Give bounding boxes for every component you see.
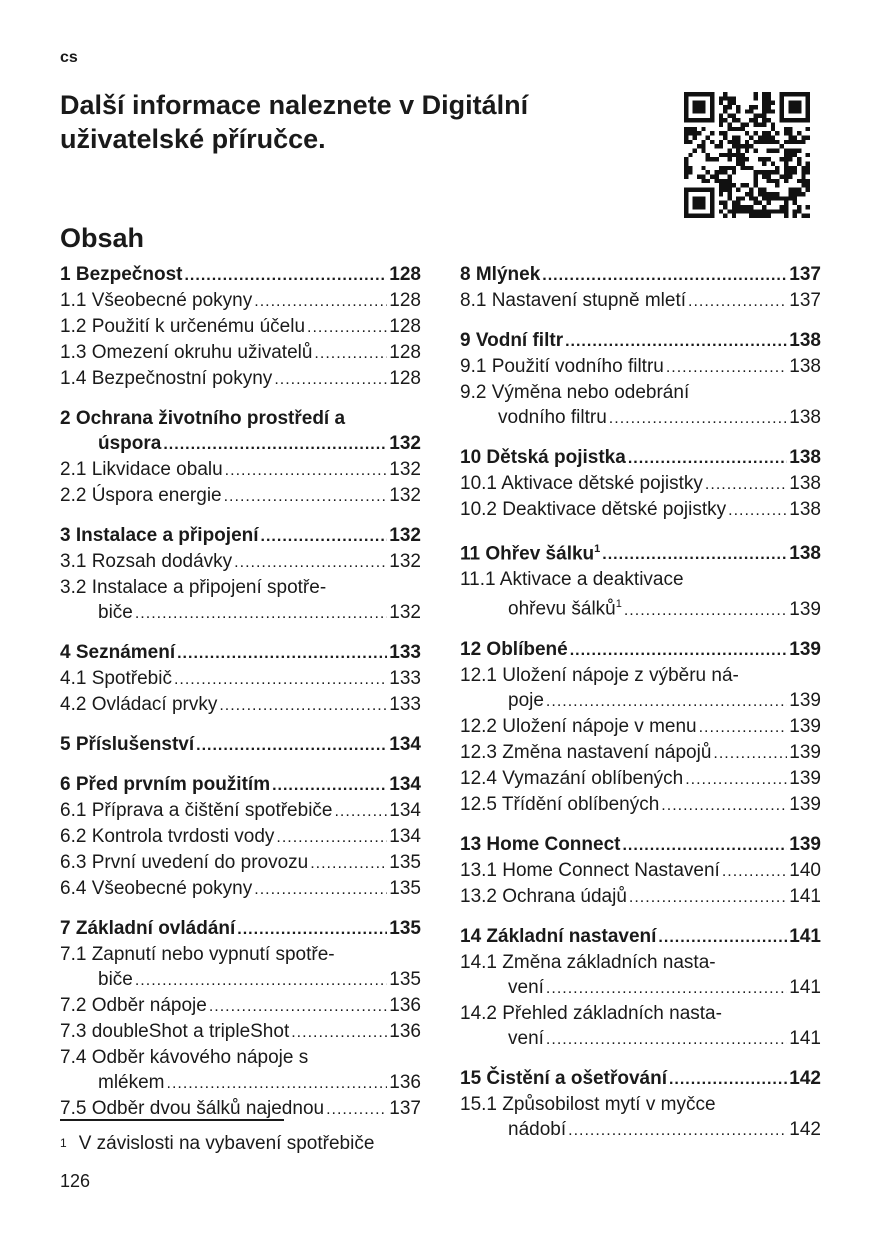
- toc-section-1: [60, 262, 421, 392]
- toc-entry[interactable]: 6.4 Všeobecné pokyny ..... 135: [60, 876, 421, 902]
- toc-section-7: [60, 916, 421, 1122]
- toc-entry[interactable]: 1.4 Bezpečnostní pokyny ..... 128: [60, 366, 421, 392]
- footnote: [60, 1131, 374, 1156]
- toc-entry[interactable]: 7.5 Odběr dvou šálků najednou ..... 137: [60, 1096, 421, 1122]
- toc-chapter-entry[interactable]: 15 Čistění a ošetřování ..... 142: [460, 1066, 821, 1092]
- toc-entry[interactable]: 6.1 Příprava a čištění spotřebiče ..... 134: [60, 798, 421, 824]
- toc-entry[interactable]: 13.2 Ochrana údajů ..... 141: [460, 884, 821, 910]
- language-code: cs: [60, 49, 78, 66]
- toc-entry-line[interactable]: 14.2 Přehled základních nasta-: [460, 1002, 722, 1024]
- toc-entry-line[interactable]: 7.1 Zapnutí nebo vypnutí spotře-: [60, 944, 335, 965]
- toc-entry[interactable]: poje ..... 139: [460, 688, 821, 714]
- toc-chapter-entry[interactable]: 14 Základní nastavení ..... 141: [460, 924, 821, 950]
- toc-entry[interactable]: 13.1 Home Connect Nastavení ..... 140: [460, 858, 821, 884]
- toc-entry[interactable]: 2.2 Úspora energie ..... 132: [60, 483, 421, 509]
- toc-entry[interactable]: 3.1 Rozsah dodávky ..... 132: [60, 549, 421, 575]
- toc-entry-line[interactable]: 3.2 Instalace a připojení spotře-: [60, 577, 327, 598]
- toc-chapter-entry[interactable]: 4 Seznámení ..... 133: [60, 640, 421, 666]
- toc-entry[interactable]: mlékem ..... 136: [60, 1070, 421, 1096]
- toc-entry[interactable]: vodního filtru ..... 138: [460, 405, 821, 431]
- page-number: 126: [60, 1171, 91, 1191]
- toc-section-5: [60, 732, 421, 758]
- toc-section-3: [60, 523, 421, 626]
- toc-section-9: [460, 328, 821, 431]
- toc-right-column: [460, 262, 821, 1157]
- toc-entry-line[interactable]: 14.1 Změna základních nasta-: [460, 951, 716, 973]
- toc-section-13: [460, 832, 821, 910]
- toc-entry[interactable]: nádobí ..... 142: [460, 1117, 821, 1143]
- toc-heading: Obsah: [60, 223, 145, 253]
- qr-code-icon[interactable]: [684, 92, 810, 218]
- toc-entry[interactable]: 2.1 Likvidace obalu ..... 132: [60, 457, 421, 483]
- toc-entry[interactable]: 4.1 Spotřebič ..... 133: [60, 666, 421, 692]
- toc-section-8: [460, 262, 821, 314]
- toc-section-10: [460, 445, 821, 523]
- toc-entry[interactable]: 12.3 Změna nastavení nápojů ..... 139: [460, 740, 821, 766]
- toc-entry[interactable]: 6.2 Kontrola tvrdosti vody ..... 134: [60, 824, 421, 850]
- toc-section-12: [460, 637, 821, 818]
- toc-entry-line[interactable]: 11.1 Aktivace a deaktivace: [460, 569, 684, 591]
- toc-section-4: [60, 640, 421, 718]
- toc-entry[interactable]: 12.2 Uložení nápoje v menu ..... 139: [460, 714, 821, 740]
- toc-entry[interactable]: 7.2 Odběr nápoje ..... 136: [60, 993, 421, 1019]
- footnote-divider: [60, 1119, 284, 1121]
- toc-entry-line[interactable]: 15.1 Způsobilost mytí v myčce: [460, 1093, 716, 1115]
- toc-entry[interactable]: 9.1 Použití vodního filtru ..... 138: [460, 354, 821, 380]
- toc-chapter-entry[interactable]: 6 Před prvním použitím ..... 134: [60, 772, 421, 798]
- footnote-mark: 1: [60, 1136, 67, 1150]
- toc-section-2: [60, 406, 421, 509]
- toc-entry[interactable]: 1.2 Použití k určenému účelu ..... 128: [60, 314, 421, 340]
- toc-entry[interactable]: 12.4 Vymazání oblíbených ..... 139: [460, 766, 821, 792]
- toc-section-6: [60, 772, 421, 902]
- toc-entry[interactable]: 4.2 Ovládací prvky ..... 133: [60, 692, 421, 718]
- toc-entry[interactable]: biče ..... 132: [60, 600, 421, 626]
- toc-chapter-entry[interactable]: úspora ..... 132: [60, 431, 421, 457]
- toc-entry[interactable]: ohřevu šálků$^1$ ..... 139: [460, 592, 821, 622]
- toc-entry[interactable]: biče ..... 135: [60, 967, 421, 993]
- footnote-ref: 1: [594, 543, 601, 555]
- footnote-ref: 1: [615, 598, 622, 611]
- toc-entry[interactable]: 8.1 Nastavení stupně mletí ..... 137: [460, 288, 821, 314]
- toc-entry[interactable]: vení ..... 141: [460, 975, 821, 1001]
- toc-chapter-entry[interactable]: 3 Instalace a připojení ..... 132: [60, 523, 421, 549]
- toc-chapter-entry[interactable]: 10 Dětská pojistka ..... 138: [460, 445, 821, 471]
- toc-entry[interactable]: 10.1 Aktivace dětské pojistky ..... 138: [460, 471, 821, 497]
- toc-entry[interactable]: 1.3 Omezení okruhu uživatelů ..... 128: [60, 340, 421, 366]
- toc-entry[interactable]: 12.5 Třídění oblíbených ..... 139: [460, 792, 821, 818]
- toc-chapter-entry[interactable]: 11 Ohřev šálku$^1$ ..... 138: [460, 537, 821, 567]
- toc-entry[interactable]: 1.1 Všeobecné pokyny ..... 128: [60, 288, 421, 314]
- toc-entry[interactable]: 7.3 doubleShot a tripleShot ..... 136: [60, 1019, 421, 1045]
- page-title: Další informace naleznete v Digitální uživatelské příručce.: [60, 90, 529, 154]
- toc-chapter-entry[interactable]: 13 Home Connect ..... 139: [460, 832, 821, 858]
- toc-entry[interactable]: 10.2 Deaktivace dětské pojistky ..... 138: [460, 497, 821, 523]
- toc-section-15: [460, 1066, 821, 1143]
- toc-chapter-entry-line[interactable]: 2 Ochrana životního prostředí a: [60, 408, 346, 429]
- toc-chapter-entry[interactable]: 9 Vodní filtr ..... 138: [460, 328, 821, 354]
- toc-entry-line[interactable]: 9.2 Výměna nebo odebrání: [460, 382, 690, 403]
- toc-left-column: [60, 262, 421, 1136]
- toc-section-14: [460, 924, 821, 1052]
- toc-chapter-entry[interactable]: 1 Bezpečnost ..... 128: [60, 262, 421, 288]
- toc-entry-line[interactable]: 12.1 Uložení nápoje z výběru ná-: [460, 664, 739, 686]
- toc-section-11: [460, 537, 821, 623]
- toc-chapter-entry[interactable]: 5 Příslušenství ..... 134: [60, 732, 421, 758]
- footnote-text: V závislosti na vybavení spotřebiče: [78, 1133, 375, 1154]
- toc-chapter-entry[interactable]: 12 Oblíbené ..... 139: [460, 637, 821, 663]
- toc-entry[interactable]: 6.3 První uvedení do provozu ..... 135: [60, 850, 421, 876]
- toc-chapter-entry[interactable]: 7 Základní ovládání ..... 135: [60, 916, 421, 942]
- toc-chapter-entry[interactable]: 8 Mlýnek ..... 137: [460, 262, 821, 288]
- toc-entry-line[interactable]: 7.4 Odběr kávového nápoje s: [60, 1047, 309, 1068]
- toc-entry[interactable]: vení ..... 141: [460, 1026, 821, 1052]
